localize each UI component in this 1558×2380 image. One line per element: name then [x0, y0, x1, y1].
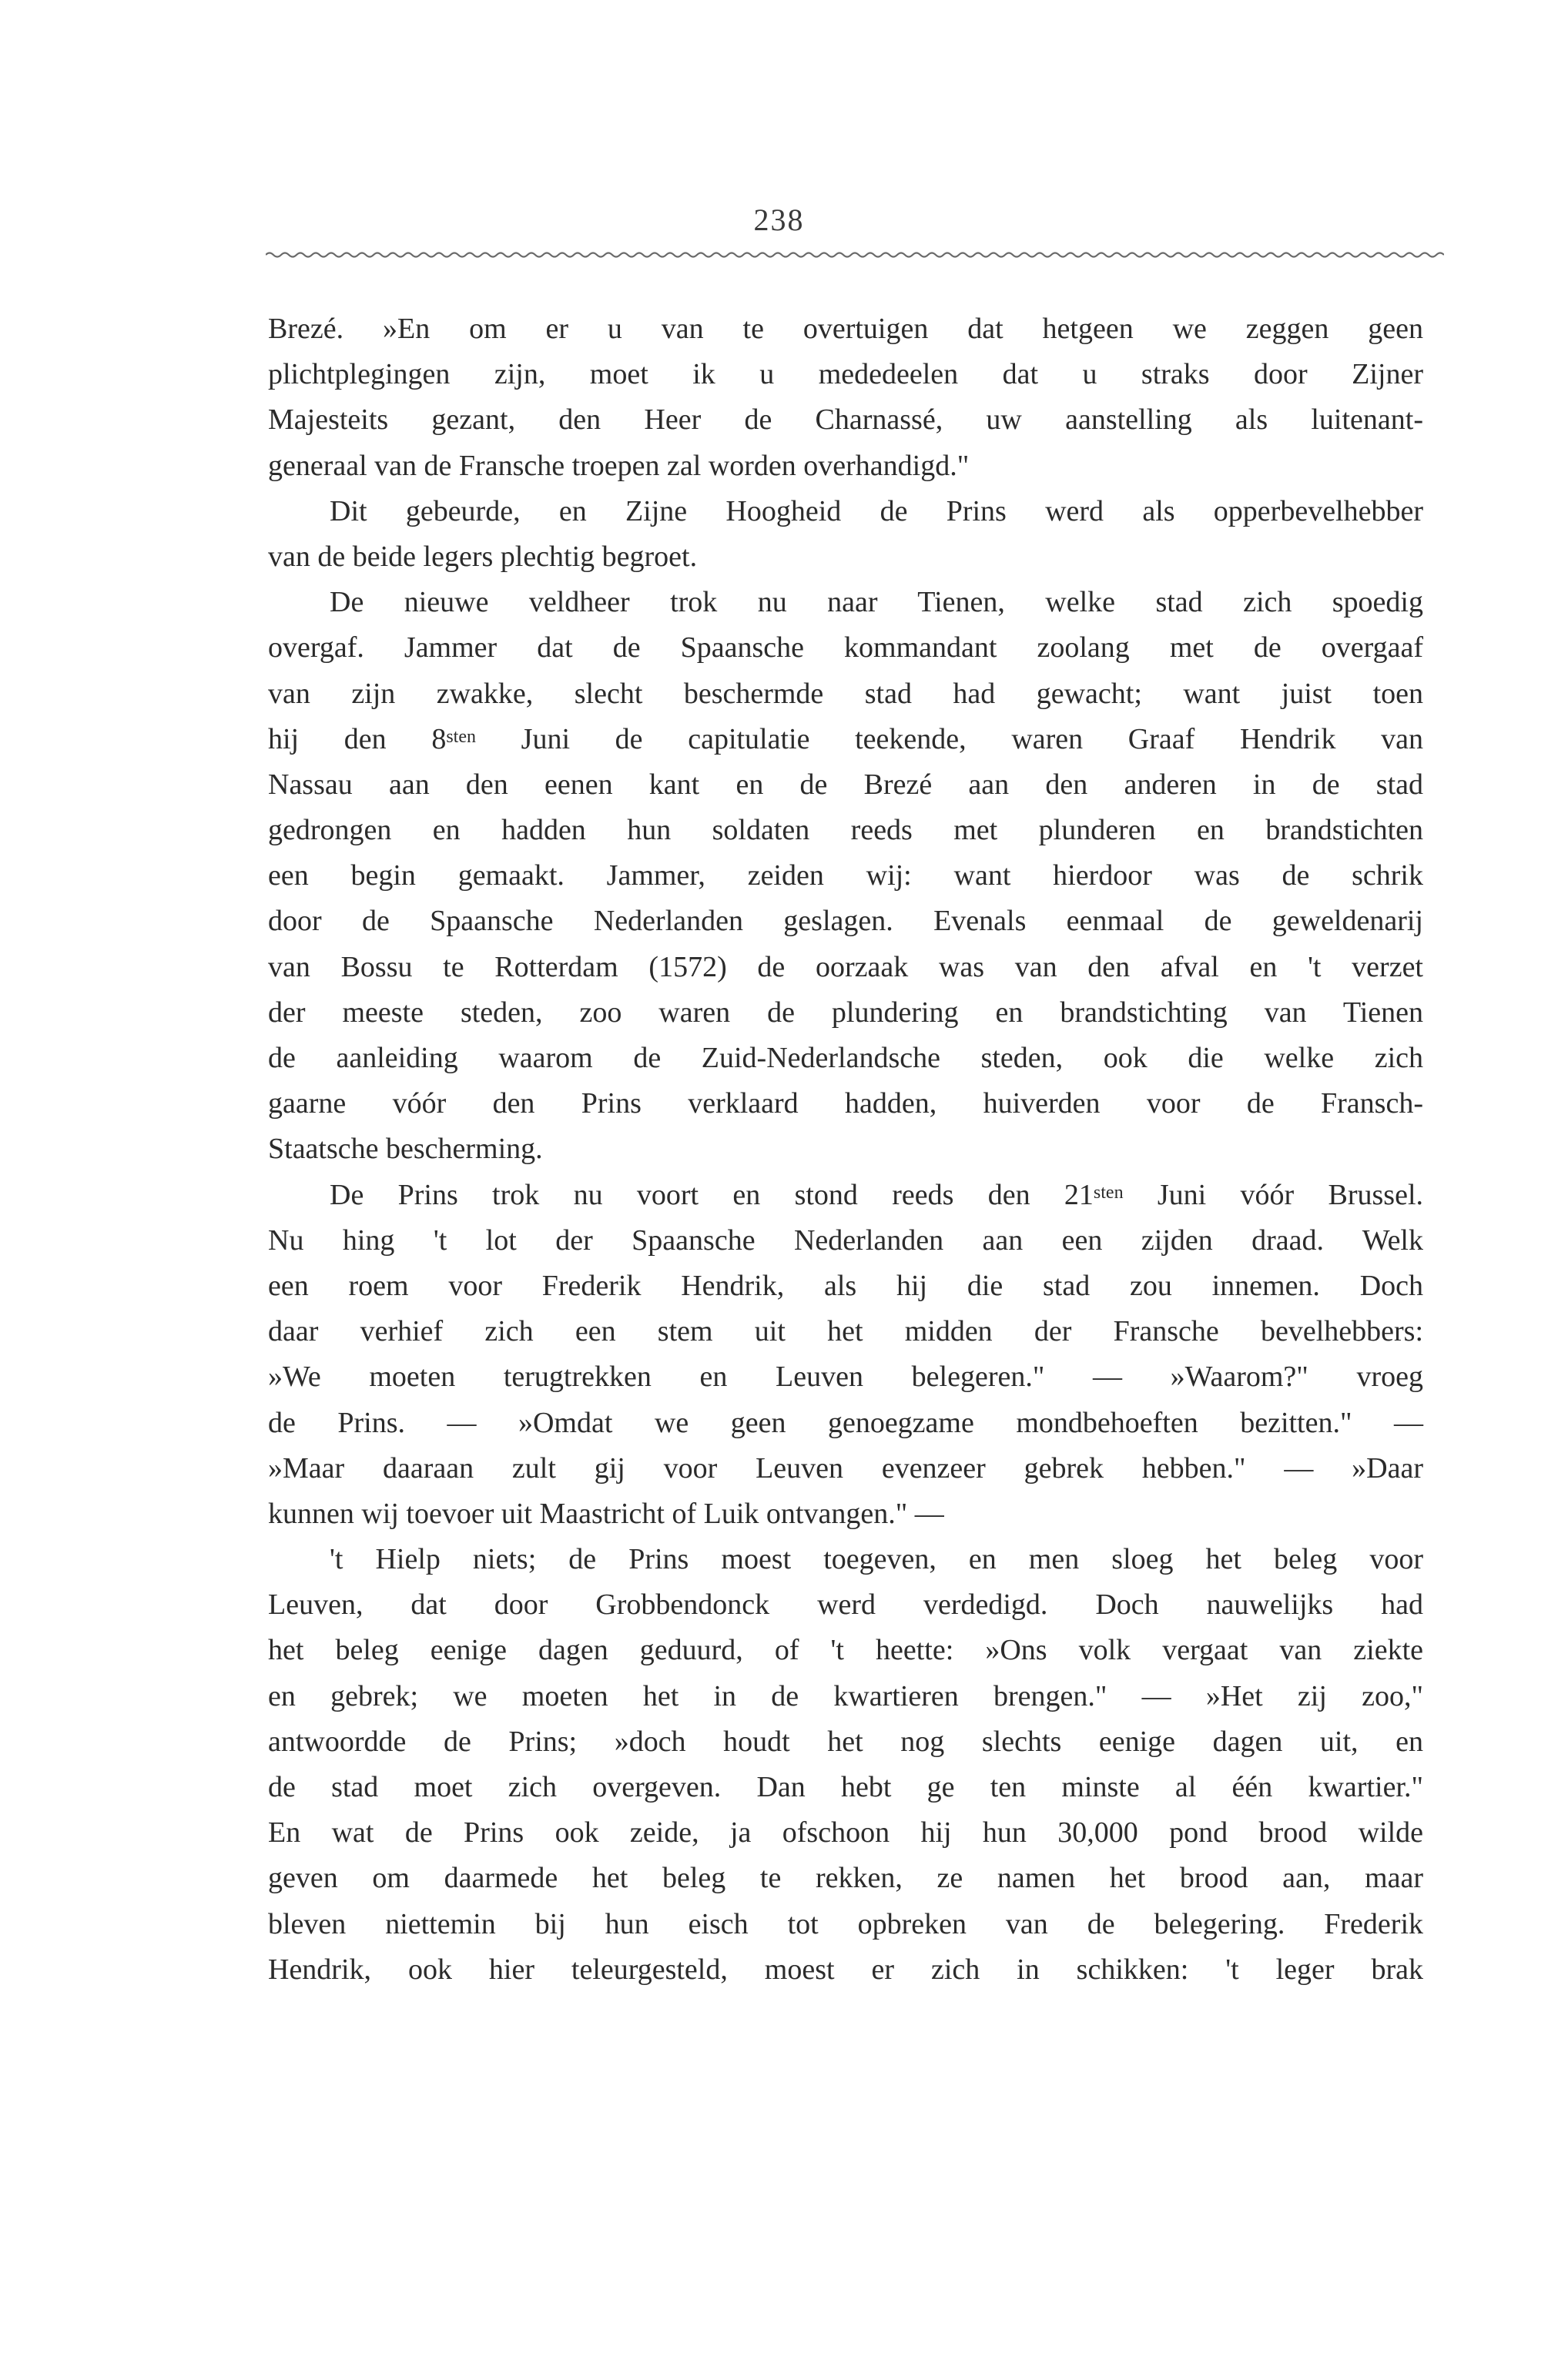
text-line: overgaf. Jammer dat de Spaansche kommandant zoolang met de overgaaf: [268, 631, 1423, 664]
line-text-before: hij den 8: [268, 722, 447, 755]
text-line: Brezé. »En om er u van te overtuigen dat hetgeen we zeggen geen: [268, 313, 1423, 345]
text-line: door de Spaansche Nederlanden geslagen. Evenals eenmaal de geweldenarij: [268, 905, 1423, 938]
text-line: der meeste steden, zoo waren de plundering en brandstichting van Tienen: [268, 996, 1423, 1029]
text-line: Majesteits gezant, den Heer de Charnassé, uw aanstelling als luitenant-: [268, 403, 1423, 437]
text-line: generaal van de Fransche troepen zal worden overhandigd.": [268, 449, 970, 482]
text-line: Leuven, dat door Grobbendonck werd verdedigd. Doch nauwelijks had: [268, 1588, 1423, 1622]
text-line: van Bossu te Rotterdam (1572) de oorzaak was van den afval en 't verzet: [268, 950, 1423, 983]
text-line: een begin gemaakt. Jammer, zeiden wij: want hierdoor was de schrik: [268, 859, 1423, 892]
line-text-after: Juni vóór Brussel.: [1123, 1178, 1424, 1211]
text-line: plichtplegingen zijn, moet ik u mededeelen dat u straks door Zijner: [268, 358, 1423, 391]
text-line: Hendrik, ook hier teleurgesteld, moest er zich in schikken: 't leger brak: [268, 1953, 1423, 1986]
text-line: »Maar daaraan zult gij voor Leuven evenzeer gebrek hebben." — »Daar: [268, 1451, 1423, 1485]
text-line: van de beide legers plechtig begroet.: [268, 540, 698, 573]
text-line: Nu hing 't lot der Spaansche Nederlanden aan een zijden draad. Welk: [268, 1223, 1423, 1257]
text-line: de stad moet zich overgeven. Dan hebt ge ten minste al één kwartier.": [268, 1771, 1423, 1803]
text-line: Staatsche bescherming.: [268, 1133, 543, 1166]
ordinal-superscript: sten: [1093, 1182, 1124, 1203]
text-line: [268, 1173, 1423, 1218]
ordinal-superscript: sten: [446, 726, 476, 747]
text-line: Dit gebeurde, en Zijne Hoogheid de Prins werd als opperbevelhebber: [330, 494, 1423, 527]
text-line: [268, 717, 1423, 762]
text-line: van zijn zwakke, slecht beschermde stad had gewacht; want juist toen: [268, 677, 1423, 710]
text-line: geven om daarmede het beleg te rekken, ze namen het brood aan, maar: [268, 1862, 1423, 1895]
text-line: antwoordde de Prins; »doch houdt het nog slechts eenige dagen uit, en: [268, 1725, 1423, 1758]
text-line: »We moeten terugtrekken en Leuven belegeren." — »Waarom?" vroeg: [268, 1361, 1423, 1394]
text-line: en gebrek; we moeten het in de kwartieren brengen." — »Het zij zoo,": [268, 1679, 1423, 1712]
text-line: 't Hielp niets; de Prins moest toegeven, en men sloeg het beleg voor: [330, 1543, 1423, 1576]
text-line: kunnen wij toevoer uit Maastricht of Luik ontvangen." —: [268, 1497, 944, 1530]
text-line: daar verhief zich een stem uit het midden der Fransche bevelhebbers:: [268, 1315, 1423, 1348]
text-line: de aanleiding waarom de Zuid-Nederlandsche steden, ook die welke zich: [268, 1042, 1423, 1074]
text-line: En wat de Prins ook zeide, ja ofschoon hij hun 30,000 pond brood wilde: [268, 1816, 1423, 1849]
text-line: bleven niettemin bij hun eisch tot opbreken van de belegering. Frederik: [268, 1907, 1423, 1940]
text-line: Nassau aan den eenen kant en de Brezé aan den anderen in de stad: [268, 768, 1423, 801]
line-text-after: Juni de capitulatie teekende, waren Graaf Hendrik van: [476, 722, 1424, 755]
text-line: het beleg eenige dagen geduurd, of 't heette: »Ons volk vergaat van ziekte: [268, 1634, 1423, 1667]
text-line: een roem voor Frederik Hendrik, als hij die stad zou innemen. Doch: [268, 1269, 1423, 1302]
page-number: 238: [753, 203, 805, 237]
text-line: De nieuwe veldheer trok nu naar Tienen, welke stad zich spoedig: [330, 586, 1423, 619]
line-text-before: De Prins trok nu voort en stond reeds den 21: [330, 1178, 1094, 1211]
decorative-wavy-rule: [266, 248, 1444, 262]
text-line: gedrongen en hadden hun soldaten reeds met plunderen en brandstichten: [268, 814, 1423, 847]
body-text: [268, 306, 1423, 1993]
text-line: de Prins. — »Omdat we geen genoegzame mondbehoeften bezitten." —: [268, 1406, 1423, 1439]
text-line: gaarne vóór den Prins verklaard hadden, huiverden voor de Fransch-: [268, 1087, 1423, 1120]
